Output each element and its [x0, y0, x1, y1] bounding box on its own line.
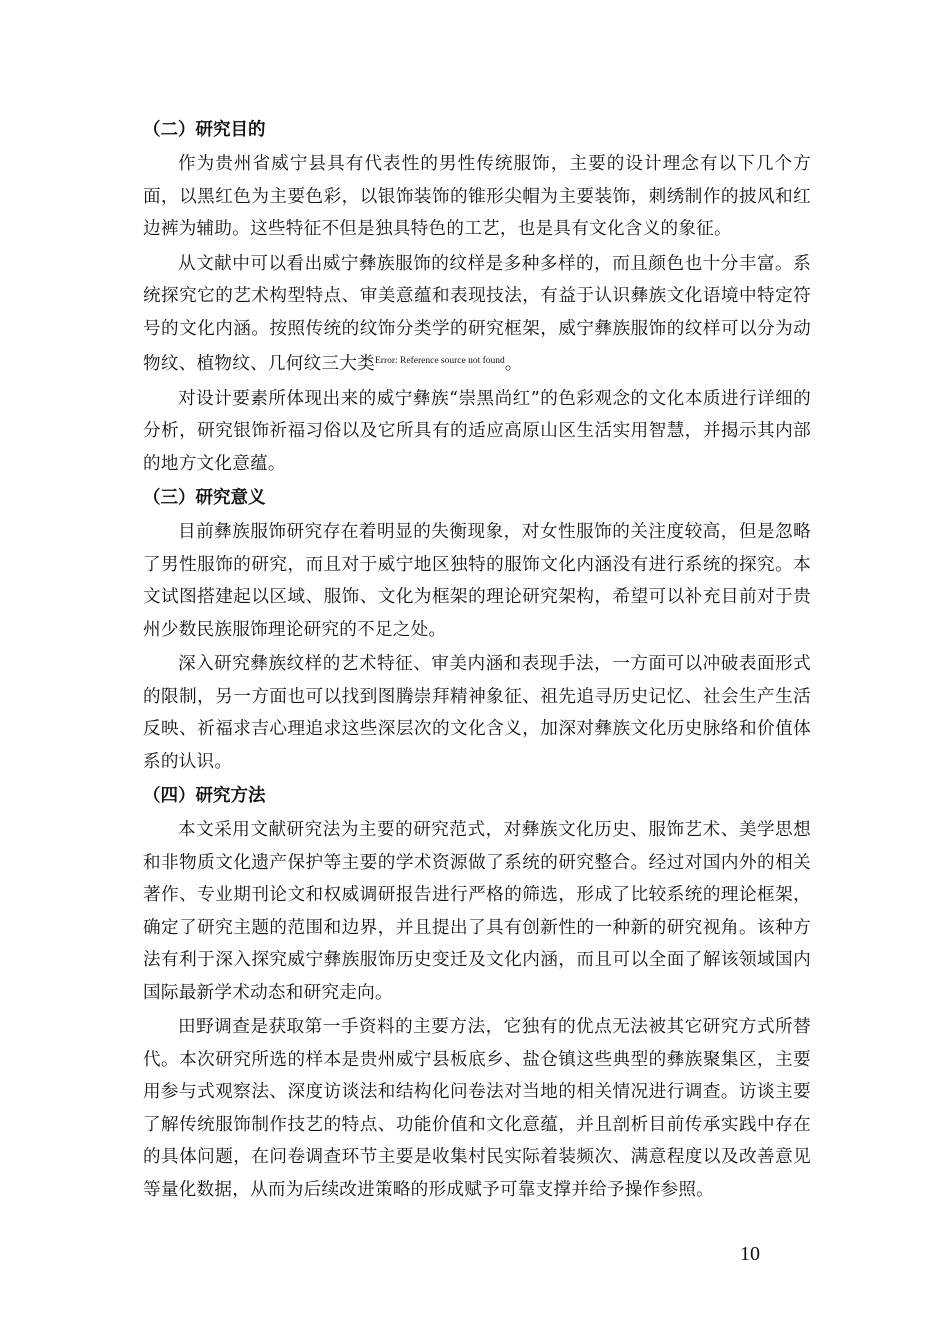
paragraph: 深入研究彝族纹样的艺术特征、审美内涵和表现手法，一方面可以冲破表面形式的限制，另一方面也可以找到图腾崇拜精神象征、祖先追寻历史记忆、社会生产生活反映、祈福求吉心理追求这些深层次的文化含义，加深对彝族文化历史脉络和价值体系的认识。 [143, 654, 811, 772]
reference-error-marker: Error: Reference source not found [374, 356, 505, 366]
paragraph: 作为贵州省威宁县具有代表性的男性传统服饰，主要的设计理念有以下几个方面，以黑红色为主要色彩，以银饰装饰的锥形尖帽为主要装饰，刺绣制作的披风和红边裤为辅助。这些特征不但是独具特色的工艺，也是具有文化含义的象征。 [143, 154, 811, 239]
paragraph-with-reference [143, 248, 811, 381]
section-heading-research-significance: （三）研究意义 [143, 488, 266, 508]
section-heading-research-methods: （四）研究方法 [143, 786, 266, 806]
document-body [143, 114, 811, 1208]
paragraph: 田野调查是获取第一手资料的主要方法，它独有的优点无法被其它研究方式所替代。本次研究所选的样本是贵州威宁县板底乡、盐仓镇这些典型的彝族聚集区，主要用参与式观察法、深度访谈法和结构化问卷法对当地的相关情况进行调查。访谈主要了解传统服饰制作技艺的特点、功能价值和文化意蕴，并且剖析目前传承实践中存在的具体问题，在问卷调查环节主要是收集村民实际着装频次、满意程度以及改善意见等量化数据，从而为后续改进策略的形成赋予可靠支撑并给予操作参照。 [143, 1017, 811, 1200]
paragraph: 对设计要素所体现出来的威宁彝族“崇黑尚红”的色彩观念的文化本质进行详细的分析，研究银饰祈福习俗以及它所具有的适应高原山区生活实用智慧，并揭示其内部的地方文化意蕴。 [143, 388, 811, 474]
paragraph-text: 从文献中可以看出威宁彝族服饰的纹样是多种多样的，而且颜色也十分丰富。系统探究它的艺术构型特点、审美意蕴和表现技法，有益于认识彝族文化语境中特定符号的文化内涵。按照传统的纹饰分类学的研究框架，威宁彝族服饰的纹样可以分为动物纹、植物纹、几何纹三大类 [143, 253, 811, 374]
section-heading-research-purpose: （二）研究目的 [143, 120, 266, 140]
paragraph: 目前彝族服饰研究存在着明显的失衡现象，对女性服饰的关注度较高，但是忽略了男性服饰的研究，而且对于威宁地区独特的服饰文化内涵没有进行系统的探究。本文试图搭建起以区域、服饰、文化为框架的理论研究架构，希望可以补充目前对于贵州少数民族服饰理论研究的不足之处。 [143, 522, 811, 640]
paragraph: 本文采用文献研究法为主要的研究范式，对彝族文化历史、服饰艺术、美学思想和非物质文化遗产保护等主要的学术资源做了系统的研究整合。经过对国内外的相关著作、专业期刊论文和权威调研报告进行严格的筛选，形成了比较系统的理论框架，确定了研究主题的范围和边界，并且提出了具有创新性的一种新的研究视角。该种方法有利于深入探究威宁彝族服饰历史变迁及文化内涵，而且可以全面了解该领域国内国际最新学术动态和研究走向。 [143, 820, 811, 1003]
page-number: 10 [740, 1243, 760, 1265]
paragraph-end-punctuation: 。 [504, 354, 523, 374]
